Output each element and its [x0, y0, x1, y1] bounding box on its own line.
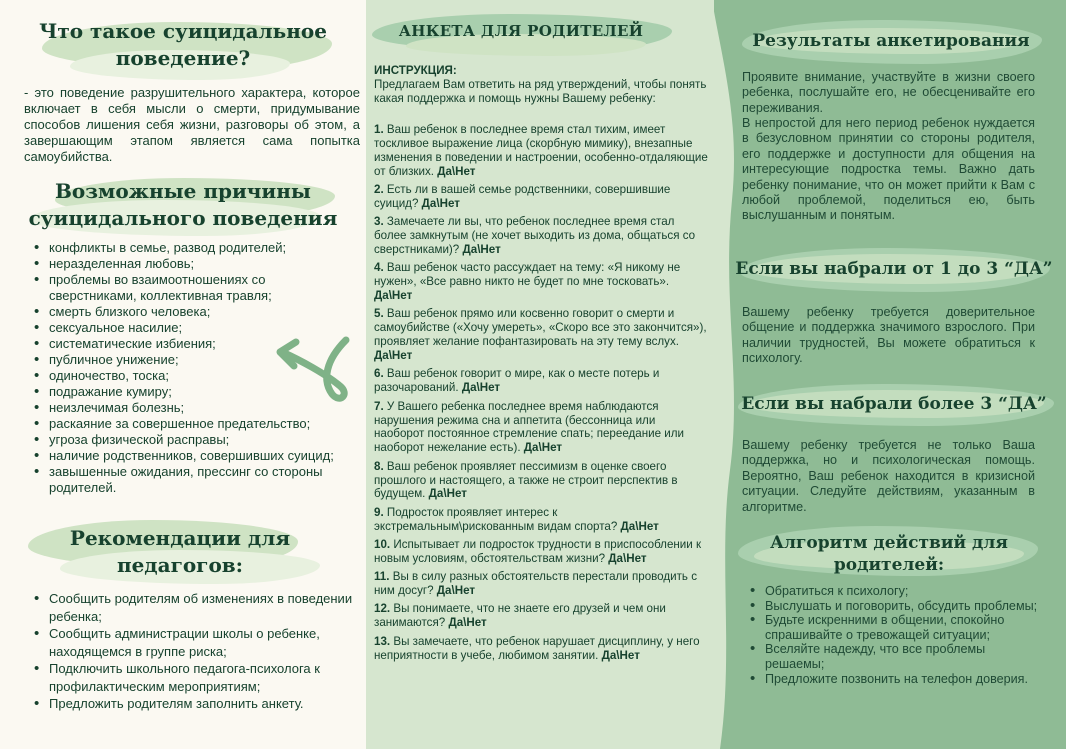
- question-number: 2.: [374, 183, 384, 197]
- recommendation-item: • Подключить школьного педагога-психолога к профилактическим мероприятиям;: [34, 660, 360, 695]
- question-number: 3.: [374, 215, 384, 229]
- answer-options[interactable]: Да\Нет: [448, 616, 487, 630]
- question-item: [374, 307, 708, 363]
- answer-options[interactable]: Да\Нет: [608, 551, 647, 565]
- answer-options[interactable]: Да\Нет: [428, 487, 467, 501]
- question-number: 10.: [374, 537, 391, 551]
- answer-options[interactable]: Да\Нет: [601, 648, 640, 662]
- cause-item: • систематические избиения;: [34, 336, 334, 352]
- cause-item: • публичное унижение;: [34, 352, 334, 368]
- question-number: 5.: [374, 307, 384, 321]
- question-number: 9.: [374, 505, 384, 519]
- answer-options[interactable]: Да\Нет: [462, 243, 501, 257]
- cause-item: • завышенные ожидания, прессинг со стороны родителей.: [34, 464, 334, 496]
- what-is-heading: [20, 18, 346, 72]
- score-over-3-text: Вашему ребенку требуется не только Ваша поддержка, но и психологическая помощь. Вероятно, Ваш ребенок находится в кризисной ситуации. Следуйте действиям, указанным в алгоритме.: [742, 438, 1035, 514]
- recommendation-item: • Сообщить родителям об изменениях в поведении ребенка;: [34, 590, 360, 625]
- algorithm-heading: [754, 532, 1024, 576]
- questionnaire-title: АНКЕТА ДЛЯ РОДИТЕЛЕЙ: [398, 22, 644, 40]
- question-text: Замечаете ли вы, что ребенок последнее время стал более замкнутым (не хочет выходить из дома, общаться со сверстниками)?: [374, 215, 696, 257]
- question-text: Есть ли в вашей семье родственники, совершившие суицид?: [374, 183, 671, 210]
- algorithm-item: • Вселяйте надежду, что все проблемы решаемы;: [750, 642, 1042, 671]
- question-text: У Вашего ребенка последнее время наблюдаются нарушения режима сна и аппетита (бессонница или наоборот постоянное стремление спать; переедание или наоборот нежелание есть).: [374, 399, 684, 455]
- page-title: Что такое суицидальное поведение?: [39, 19, 327, 70]
- question-number: 12.: [374, 602, 391, 616]
- instruction-label: ИНСТРУКЦИЯ:: [374, 64, 457, 77]
- causes-heading: [20, 178, 346, 232]
- question-item: [374, 538, 708, 566]
- question-number: 4.: [374, 261, 384, 275]
- algorithm-list: [750, 584, 1042, 686]
- question-text: Ваш ребенок в последнее время стал тихим, имеет тоскливое выражение лица (скорбную мимику), внезапные изменения в поведении и настроении, особенно-отдаляющие от близких.: [374, 123, 708, 178]
- question-item: [374, 261, 708, 303]
- question-item: [374, 635, 708, 663]
- left-panel: [0, 0, 366, 749]
- cause-item: • наличие родственников, совершивших суицид;: [34, 448, 334, 464]
- question-text: Ваш ребенок говорит о мире, как о месте потерь и разочарований.: [374, 367, 660, 395]
- cause-item: • проблемы во взаимоотношениях со сверстниками, коллективная травля;: [34, 272, 334, 304]
- recommendations-title: Рекомендации для педагогов:: [69, 526, 291, 577]
- right-panel: [714, 0, 1066, 749]
- cause-item: • неразделенная любовь;: [34, 256, 334, 272]
- question-item: [374, 367, 708, 395]
- question-text: Вы в силу разных обстоятельств перестали проводить с ним досуг?: [374, 570, 697, 598]
- question-text: Испытывает ли подросток трудности в приспособлении к новым условиям, обстоятельствам жизни?: [374, 537, 702, 565]
- score-1-3-title: Если вы набрали от 1 до 3 “ДА”: [735, 259, 1053, 279]
- cause-item: • раскаяние за совершенное предательство;: [34, 416, 334, 432]
- recommendations-heading: [30, 525, 330, 579]
- question-item: [374, 183, 708, 211]
- results-text-2: В непростой для него период ребенок нуждается в безусловном принятии со стороны родителя, его поддержке и доступности для общения на интересующие подростка темы. Важно дать ребенку понимание, что он может прийти к Вам с любой проблемой, поделиться ею, быть выслушанным и понятым.: [742, 116, 1035, 223]
- definition-text: - это поведение разрушительного характера, которое включает в себя мысли о смерти, придумывание способов лишения себя жизни, разговоры об этом, а завершающим этапом является сама попытка самоубийства.: [24, 85, 360, 164]
- algorithm-item: • Выслушать и поговорить, обсудить проблемы;: [750, 599, 1042, 614]
- answer-options[interactable]: Да\Нет: [421, 196, 460, 210]
- answer-options[interactable]: Да\Нет: [437, 164, 476, 178]
- algorithm-item: • Предложите позвонить на телефон доверия.: [750, 672, 1042, 687]
- question-text: Ваш ребенок проявляет пессимизм в оценке своего прошлого и настоящего, а также не строит перспектив в будущем.: [374, 459, 678, 501]
- question-number: 7.: [374, 399, 384, 413]
- question-number: 11.: [374, 570, 390, 584]
- answer-options[interactable]: Да\Нет: [374, 349, 413, 363]
- algorithm-item: • Будьте искренними в общении, спокойно спрашивайте о тревожащей ситуации;: [750, 613, 1042, 642]
- questions-list: [374, 123, 708, 667]
- question-text: Подросток проявляет интерес к экстремальным\рискованным видам спорта?: [374, 505, 618, 533]
- question-item: [374, 602, 708, 630]
- answer-options[interactable]: Да\Нет: [374, 289, 413, 303]
- question-text: Вы замечаете, что ребенок нарушает дисциплину, у него неприятности в учебе, любимом занятии.: [374, 634, 700, 662]
- question-number: 13.: [374, 634, 391, 648]
- question-number: 6.: [374, 367, 384, 381]
- question-text: Ваш ребенок часто рассуждает на тему: «Я никому не нужен», «Все равно никто не будет по мне тосковать».: [374, 261, 681, 289]
- question-text: Вы понимаете, что не знаете его друзей и чем они занимаются?: [374, 602, 666, 630]
- middle-panel: [366, 0, 714, 749]
- curved-arrow-icon: [270, 330, 360, 410]
- recommendations-list: [34, 590, 360, 713]
- instruction-text: Предлагаем Вам ответить на ряд утверждений, чтобы понять какая поддержка и помощь нужны Вашему ребенку:: [374, 77, 707, 105]
- causes-title: Возможные причины суицидального поведения: [28, 179, 338, 230]
- question-item: [374, 123, 708, 179]
- recommendation-item: • Предложить родителям заполнить анкету.: [34, 695, 360, 713]
- question-item: [374, 460, 708, 502]
- question-number: 1.: [374, 123, 384, 136]
- question-number: 8.: [374, 459, 384, 473]
- answer-options[interactable]: Да\Нет: [461, 381, 501, 395]
- score-1-3-heading: [734, 258, 1054, 280]
- question-text: Ваш ребенок прямо или косвенно говорит о смерти и самоубийстве («Хочу умереть», «Скоро все это закончится»), проявляет желание пофантазировать на эту тему вслух.: [374, 307, 707, 349]
- cause-item: • подражание кумиру;: [34, 384, 334, 400]
- algorithm-item: • Обратиться к психологу;: [750, 584, 1042, 599]
- results-title: Результаты анкетирования: [752, 31, 1030, 51]
- question-item: [374, 400, 708, 456]
- cause-item: • одиночество, тоска;: [34, 368, 334, 384]
- answer-options[interactable]: Да\Нет: [620, 519, 659, 533]
- answer-options[interactable]: Да\Нет: [436, 584, 476, 598]
- score-over-3-heading: [734, 393, 1054, 415]
- cause-item: • неизлечимая болезнь;: [34, 400, 334, 416]
- score-over-3-title: Если вы набрали более 3 “ДА”: [741, 394, 1047, 414]
- cause-item: • конфликты в семье, развод родителей;: [34, 240, 334, 256]
- questionnaire-heading: [376, 22, 666, 40]
- question-item: [374, 570, 708, 598]
- cause-item: • угроза физической расправы;: [34, 432, 334, 448]
- results-text-1: Проявите внимание, участвуйте в жизни своего ребенка, послушайте его, не обесценивайте его переживания.: [742, 70, 1035, 115]
- algorithm-title: Алгоритм действий для родителей:: [770, 533, 1008, 575]
- question-item: [374, 506, 708, 534]
- answer-options[interactable]: Да\Нет: [523, 441, 563, 455]
- cause-item: • смерть близкого человека;: [34, 304, 334, 320]
- results-heading: [736, 30, 1046, 52]
- cause-item: • сексуальное насилие;: [34, 320, 334, 336]
- question-item: [374, 215, 708, 257]
- score-1-3-text: Вашему ребенку требуется доверительное общение и поддержка значимого взрослого. При наличии трудностей, Вы можете обратиться к психологу.: [742, 305, 1035, 366]
- instruction-block: [374, 64, 708, 106]
- recommendation-item: • Сообщить администрации школы о ребенке, находящемся в группе риска;: [34, 625, 360, 660]
